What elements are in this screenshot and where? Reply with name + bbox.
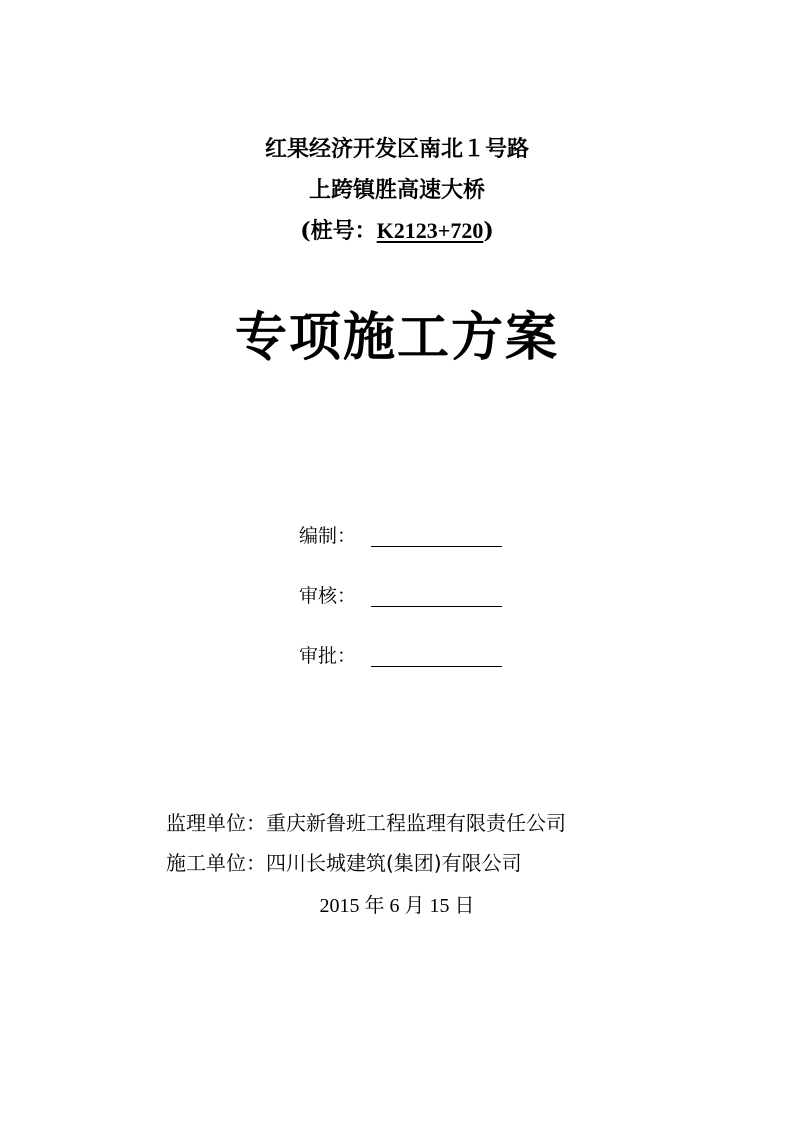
- signature-label-prepared: 编制：: [299, 525, 357, 547]
- document-title: 专项施工方案: [234, 308, 559, 368]
- signature-blank-prepared: [371, 546, 502, 547]
- pile-suffix: ): [483, 218, 494, 244]
- construction-unit: 施工单位：四川长城建筑(集团)有限公司: [166, 851, 522, 875]
- supervision-unit: 监理单位：重庆新鲁班工程监理有限责任公司: [166, 811, 566, 835]
- signature-blank-reviewed: [371, 606, 502, 607]
- pile-prefix: (桩号：: [300, 218, 377, 244]
- signature-label-approved: 审批：: [299, 645, 357, 667]
- signature-blank-approved: [371, 666, 502, 667]
- signature-label-reviewed: 审核：: [299, 585, 357, 607]
- signature-row-reviewed: [299, 581, 519, 611]
- signature-row-approved: [299, 641, 519, 671]
- project-name-line1: 红果经济开发区南北１号路: [264, 136, 529, 162]
- pile-number-line: [0, 216, 794, 246]
- signature-row-prepared: [299, 521, 519, 551]
- pile-code: K2123+720: [376, 218, 484, 243]
- document-date: 2015 年 6 月 15 日: [319, 895, 475, 917]
- project-name-line2: 上跨镇胜高速大桥: [308, 177, 485, 203]
